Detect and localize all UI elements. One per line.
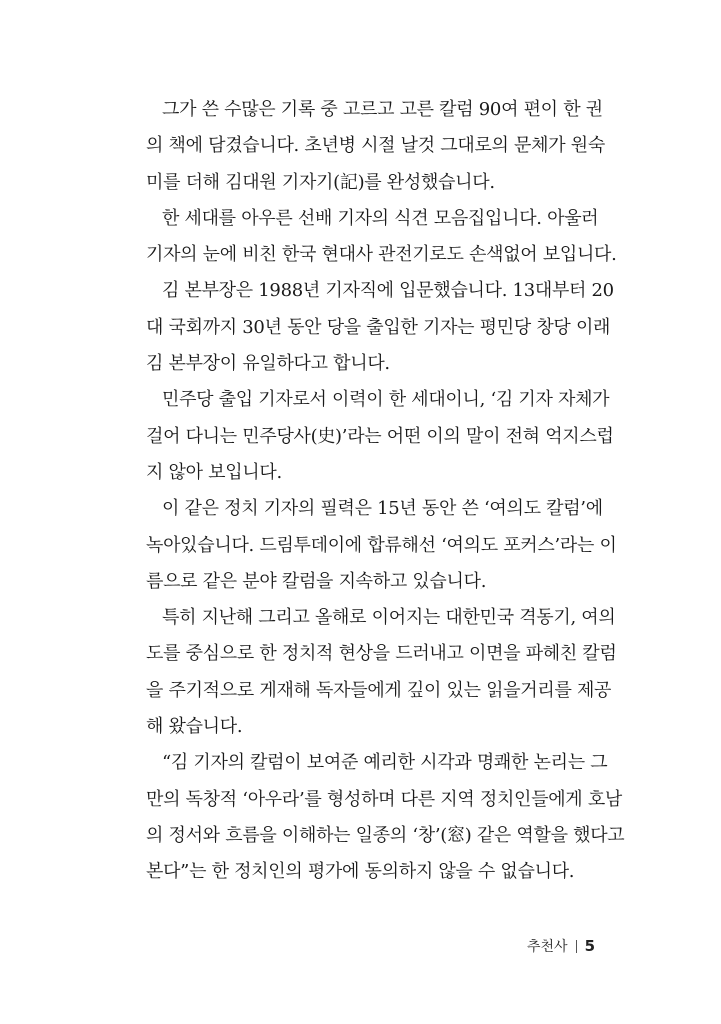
page-footer (527, 936, 595, 956)
text-line: 녹아있습니다. 드림투데이에 합류해선 ‘여의도 포커스’라는 이 (146, 534, 617, 556)
text-line: 미를 더해 김대원 기자기(記)를 완성했습니다. (146, 171, 495, 193)
text-line: 김 본부장은 1988년 기자직에 입문했습니다. 13대부터 20 (162, 280, 614, 302)
page-number: 5 (584, 937, 595, 955)
text-line: 이 같은 정치 기자의 필력은 15년 동안 쓴 ‘여의도 칼럼’에 (162, 498, 603, 520)
footer-divider (576, 940, 577, 953)
text-line: 걸어 다니는 민주당사(史)’라는 어떤 이의 말이 전혀 억지스럽 (146, 425, 614, 447)
text-line: 만의 독창적 ‘아우라’를 형성하며 다른 지역 정치인들에게 호남 (146, 788, 622, 810)
text-line: 도를 중심으로 한 정치적 현상을 드러내고 이면을 파헤친 칼럼 (146, 643, 617, 665)
text-line: 름으로 같은 분야 칼럼을 지속하고 있습니다. (146, 570, 487, 592)
text-line: 특히 지난해 그리고 올해로 이어지는 대한민국 격동기, 여의 (162, 607, 616, 629)
text-line: 의 책에 담겼습니다. 초년병 시절 날것 그대로의 문체가 원숙 (146, 135, 605, 157)
text-line: 본다”는 한 정치인의 평가에 동의하지 않을 수 없습니다. (146, 861, 575, 883)
text-line: 한 세대를 아우른 선배 기자의 식견 모음집입니다. 아울러 (162, 207, 599, 229)
text-line: 해 왔습니다. (146, 716, 243, 738)
text-line: 기자의 눈에 비친 한국 현대사 관전기로도 손색없어 보입니다. (146, 244, 617, 266)
text-line: 을 주기적으로 게재해 독자들에게 깊이 있는 읽을거리를 제공 (146, 679, 612, 701)
section-title: 추천사 (526, 939, 568, 955)
text-line: 지 않아 보입니다. (146, 461, 282, 483)
text-line: 김 본부장이 유일하다고 합니다. (146, 353, 390, 375)
text-line: 민주당 출입 기자로서 이력이 한 세대이니, ‘김 기자 자체가 (162, 389, 610, 411)
text-line: “김 기자의 칼럼이 보여준 예리한 시각과 명쾌한 논리는 그 (162, 752, 608, 774)
text-line: 그가 쓴 수많은 기록 중 고르고 고른 칼럼 90여 편이 한 권 (162, 99, 603, 120)
body-text (146, 92, 625, 891)
text-line: 의 정서와 흐름을 이해하는 일종의 ‘창’(窓) 같은 역할을 했다고 (146, 824, 625, 846)
text-line: 대 국회까지 30년 동안 당을 출입한 기자는 평민당 창당 이래 (146, 316, 611, 338)
